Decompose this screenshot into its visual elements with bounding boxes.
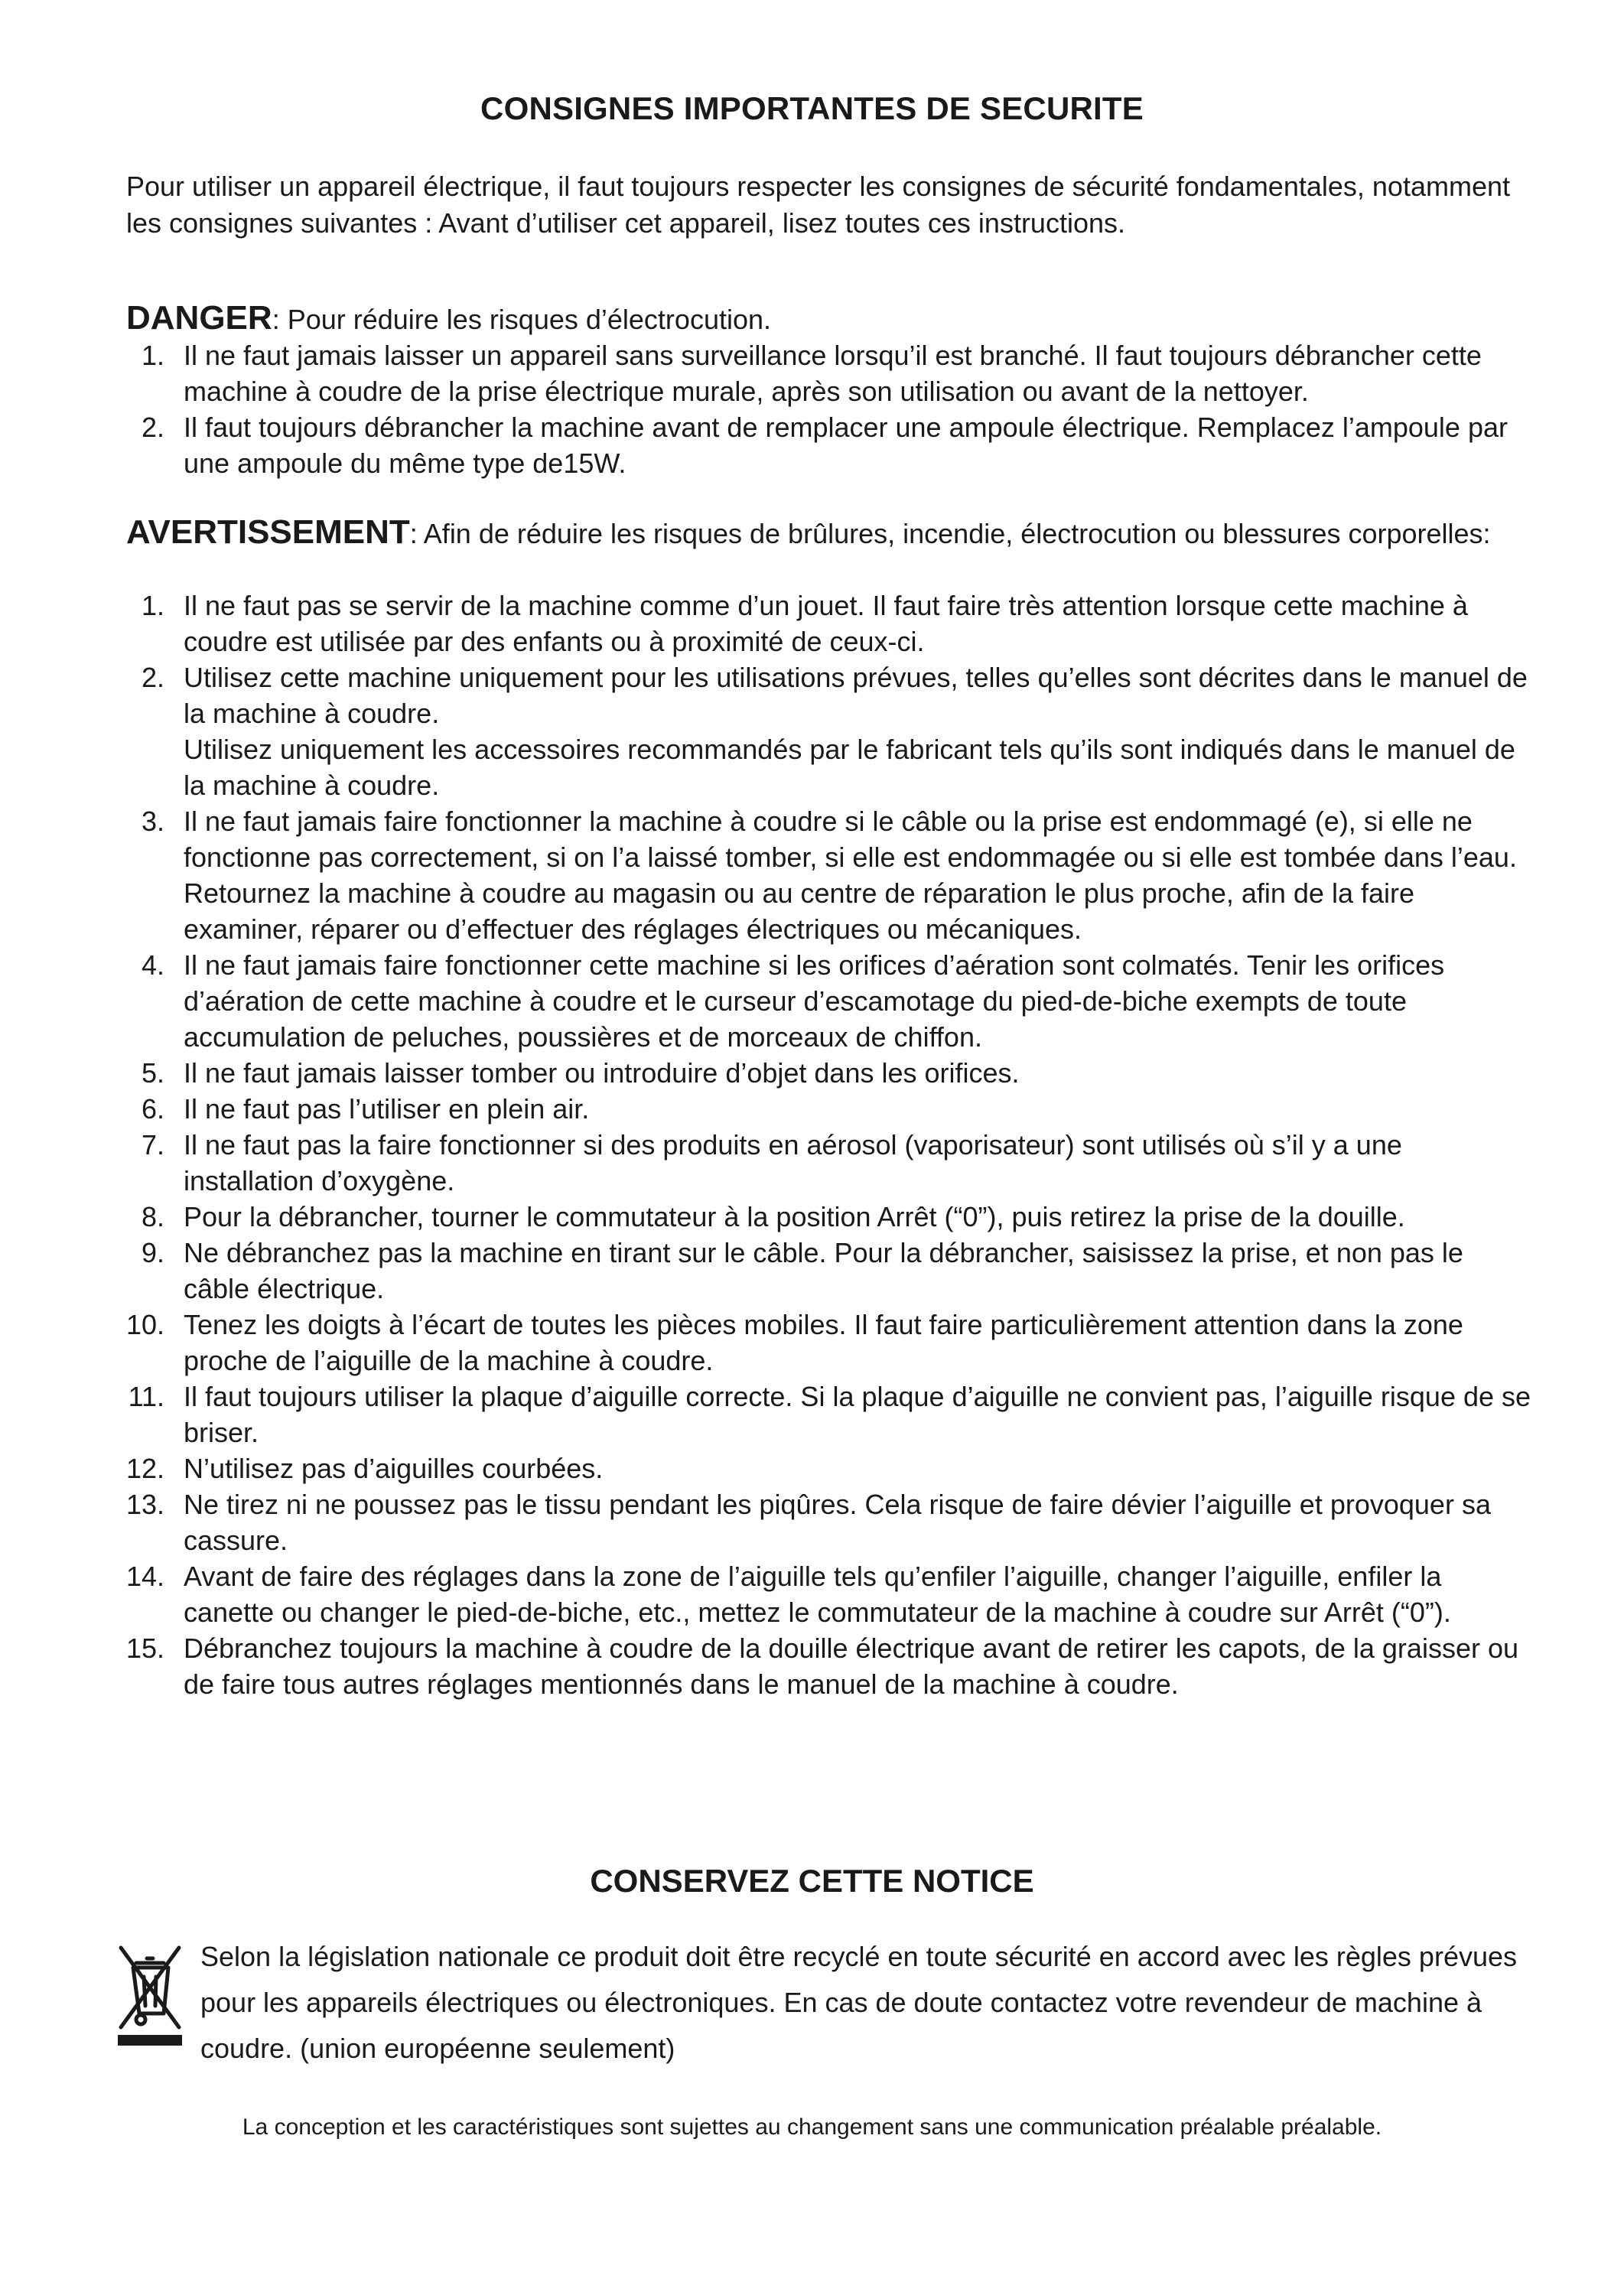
list-item bbox=[126, 1630, 1534, 1702]
list-item-number: 1. bbox=[141, 590, 164, 621]
list-item bbox=[126, 1486, 1534, 1558]
danger-section bbox=[126, 300, 1534, 481]
list-item bbox=[126, 947, 1534, 1055]
list-item-number: 15. bbox=[126, 1633, 165, 1664]
crossed-out-wheelie-bin-icon bbox=[116, 1942, 184, 2049]
list-item-number: 4. bbox=[141, 949, 164, 981]
list-item-text: Il ne faut pas la faire fonctionner si des produits en aérosol (vaporisateur) sont utilisés où s’il y a une installation d’oxygène. bbox=[184, 1129, 1402, 1196]
list-item-number: 2. bbox=[141, 412, 164, 443]
list-item-text: Retournez la machine à coudre au magasin ou au centre de réparation le plus proche, afin de la faire examiner, réparer ou d’effectuer des réglages électriques ou mécaniques. bbox=[184, 877, 1414, 945]
list-item bbox=[126, 1450, 1534, 1486]
list-item-number: 11. bbox=[128, 1381, 164, 1412]
recycling-notice: Selon la législation nationale ce produit doit être recyclé en toute sécurité en accord avec les règles prévues pour les appareils électriques ou électroniques. En cas de doute contactez votre revendeur de machine à coudre. (union européenne seulement) bbox=[200, 1941, 1518, 2064]
list-item-number: 12. bbox=[126, 1453, 165, 1484]
list-item-text: Ne débranchez pas la machine en tirant sur le câble. Pour la débrancher, saisissez la prise, et non pas le câble électrique. bbox=[184, 1237, 1463, 1304]
list-item-text: N’utilisez pas d’aiguilles courbées. bbox=[184, 1453, 604, 1484]
list-item-number: 6. bbox=[141, 1093, 164, 1125]
list-item-text: Il ne faut pas se servir de la machine comme d’un jouet. Il faut faire très attention lorsque cette machine à coudre est utilisée par des enfants ou à proximité de ceux-ci. bbox=[184, 590, 1468, 657]
notice-title: CONSERVEZ CETTE NOTICE bbox=[590, 1863, 1034, 1899]
list-item-text: Il ne faut pas l’utiliser en plein air. bbox=[184, 1093, 590, 1125]
danger-intro: : Pour réduire les risques d’électrocution. bbox=[272, 304, 772, 335]
list-item bbox=[126, 1127, 1534, 1199]
list-item bbox=[126, 1235, 1534, 1307]
list-item-text: Il faut toujours débrancher la machine avant de remplacer une ampoule électrique. Remplacez l’ampoule par une ampoule du même type de15W. bbox=[184, 412, 1508, 479]
danger-list bbox=[126, 337, 1534, 481]
list-item-text: Utilisez uniquement les accessoires recommandés par le fabricant tels qu’ils sont indiqués dans le manuel de la machine à coudre. bbox=[184, 734, 1515, 801]
avertissement-heading bbox=[126, 514, 1534, 552]
list-item-text: Il ne faut jamais faire fonctionner cette machine si les orifices d’aération sont colmatés. Tenir les orifices d’aération de cette machine à coudre et le curseur d’escamotage du pied-de-biche exempts de toute accumulation de peluches, poussières et de morceaux de chiffon. bbox=[184, 949, 1445, 1053]
avertissement-list bbox=[126, 588, 1534, 1702]
list-item-number: 5. bbox=[141, 1057, 164, 1089]
list-item-number: 1. bbox=[141, 340, 164, 371]
list-item-text: Il faut toujours utiliser la plaque d’aiguille correcte. Si la plaque d’aiguille ne convient pas, l’aiguille risque de se briser. bbox=[184, 1381, 1531, 1448]
list-item-text: Utilisez cette machine uniquement pour les utilisations prévues, telles qu’elles sont décrites dans le manuel de la machine à coudre. bbox=[184, 662, 1528, 729]
list-item-text: Pour la débrancher, tourner le commutateur à la position Arrêt (“0”), puis retirez la prise de la douille. bbox=[184, 1201, 1405, 1232]
list-item bbox=[126, 1091, 1534, 1127]
list-item bbox=[126, 588, 1534, 659]
list-item-text: Tenez les doigts à l’écart de toutes les pièces mobiles. Il faut faire particulièrement attention dans la zone proche de l’aiguille de la machine à coudre. bbox=[184, 1309, 1463, 1376]
list-item-text: Il ne faut jamais faire fonctionner la machine à coudre si le câble ou la prise est endommagé (e), si elle ne fonctionne pas correctement, si on l’a laissé tomber, si elle est endommagée ou si elle est tombée dans l’eau. bbox=[184, 806, 1517, 873]
list-item-number: 13. bbox=[126, 1489, 165, 1520]
avertissement-section bbox=[126, 514, 1534, 1702]
list-item bbox=[126, 1307, 1534, 1379]
list-item-number: 9. bbox=[141, 1237, 164, 1268]
list-item-text: Il ne faut jamais laisser un appareil sans surveillance lorsqu’il est branché. Il faut toujours débrancher cette machine à coudre de la prise électrique murale, après son utilisation ou avant de la nettoyer. bbox=[184, 340, 1482, 407]
footer-disclaimer: La conception et les caractéristiques sont sujettes au changement sans une communication préalable préalable. bbox=[242, 2114, 1382, 2140]
list-item-text: Débranchez toujours la machine à coudre de la douille électrique avant de retirer les capots, de la graisser ou de faire tous autres réglages mentionnés dans le manuel de la machine à coudre. bbox=[184, 1633, 1518, 1700]
list-item bbox=[126, 409, 1534, 481]
avertissement-keyword: AVERTISSEMENT bbox=[126, 513, 410, 551]
danger-keyword: DANGER bbox=[126, 299, 272, 337]
list-item-number: 3. bbox=[141, 806, 164, 837]
list-item-text: Ne tirez ni ne poussez pas le tissu pendant les piqûres. Cela risque de faire dévier l’aiguille et provoquer sa cassure. bbox=[184, 1489, 1491, 1556]
list-item-number: 10. bbox=[126, 1309, 165, 1340]
list-item bbox=[126, 1199, 1534, 1235]
danger-heading bbox=[126, 300, 1534, 337]
intro-paragraph: Pour utiliser un appareil électrique, il faut toujours respecter les consignes de sécurité fondamentales, notamment les consignes suivantes : Avant d’utiliser cet appareil, lisez toutes ces instructions. bbox=[126, 171, 1510, 239]
list-item bbox=[126, 1558, 1534, 1630]
avertissement-intro: : Afin de réduire les risques de brûlures, incendie, électrocution ou blessures corporelles: bbox=[409, 518, 1491, 549]
list-item bbox=[126, 659, 1534, 803]
page-title: CONSIGNES IMPORTANTES DE SECURITE bbox=[480, 90, 1144, 126]
list-item bbox=[126, 1055, 1534, 1091]
list-item-number: 8. bbox=[141, 1201, 164, 1232]
list-item-text: Il ne faut jamais laisser tomber ou introduire d’objet dans les orifices. bbox=[184, 1057, 1020, 1089]
list-item-number: 14. bbox=[126, 1561, 165, 1592]
list-item bbox=[126, 803, 1534, 947]
list-item-number: 2. bbox=[141, 662, 164, 693]
list-item-number: 7. bbox=[141, 1129, 164, 1161]
list-item bbox=[126, 337, 1534, 409]
list-item bbox=[126, 1379, 1534, 1450]
list-item-text: Avant de faire des réglages dans la zone de l’aiguille tels qu’enfiler l’aiguille, changer l’aiguille, enfiler la canette ou changer le pied-de-biche, etc., mettez le commutateur de la machine à coudre sur Arrêt (“0”). bbox=[184, 1561, 1451, 1628]
